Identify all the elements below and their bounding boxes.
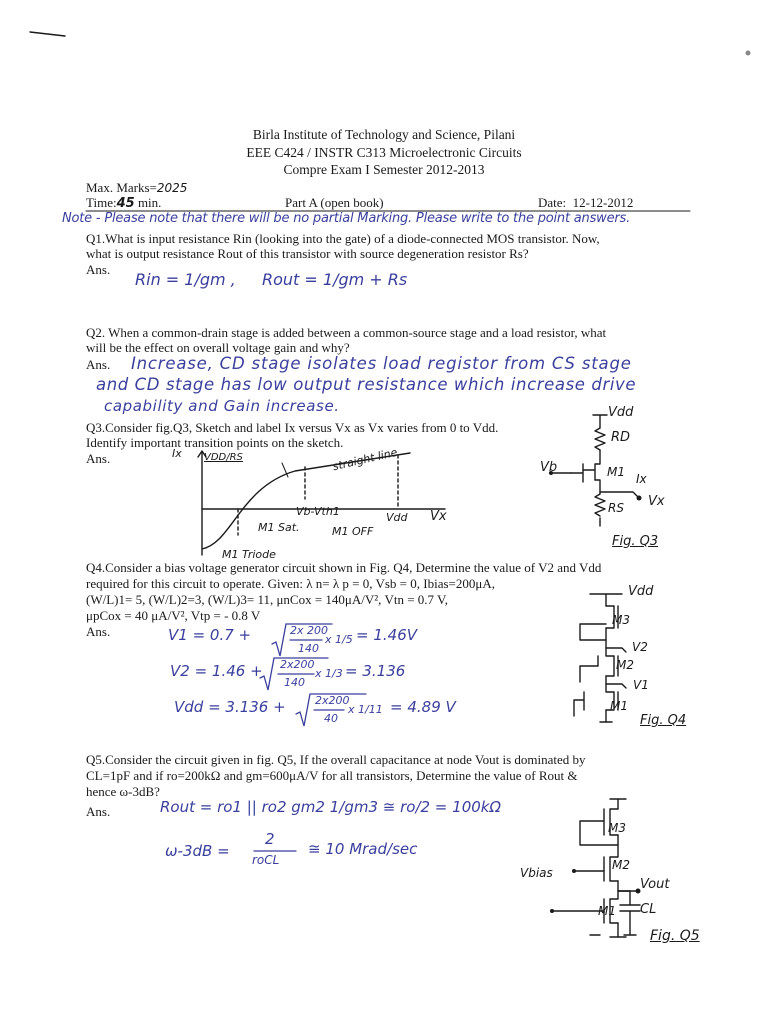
sketch-m1-triode-label: M1 Triode — [222, 548, 276, 561]
sketch-ix-label: Ix — [172, 447, 182, 460]
fig-q3-rs: RS — [608, 501, 624, 515]
q2-answer-line2: and CD stage has low output resistance which increase drive — [96, 375, 637, 394]
q5-text-line1: Q5.Consider the circuit given in fig. Q5, If the overall capacitance at node Vout is dominated by — [86, 752, 586, 767]
q4-eq3-frac: x 1/11 — [348, 703, 383, 716]
max-marks: Max. Marks=2025 — [86, 180, 188, 195]
q4-ans-label: Ans. — [86, 624, 111, 639]
sketch-vb-vth-label: Vb-Vth1 — [296, 505, 340, 518]
sketch-vx-label: Vx — [430, 509, 447, 524]
q5-answer-w3db-lhs: ω-3dB = — [165, 842, 230, 860]
fig-q5-m2: M2 — [612, 858, 630, 872]
q4-eq2-den: 140 — [284, 676, 305, 689]
q4-text-line4: μpCox = 40 μA/V², Vtp = - 0.8 V — [86, 608, 261, 623]
date-label: Date: 12-12-2012 — [538, 195, 634, 210]
q5-ans-label: Ans. — [86, 804, 111, 819]
fig-q4-vdd: Vdd — [628, 584, 654, 599]
fig-q4-m2: M2 — [616, 658, 634, 672]
sketch-m1-off-label: M1 OFF — [332, 525, 374, 538]
q4-eq2-lhs: V2 = 1.46 + — [170, 662, 263, 680]
fig-q4-m3: M3 — [612, 613, 630, 627]
fig-q5-m1: M1 — [598, 904, 616, 918]
q2-answer-line3: capability and Gain increase. — [104, 397, 340, 415]
fig-q5-vout: Vout — [640, 877, 670, 892]
fig-q4-v2: V2 — [632, 640, 648, 654]
fig-q3-m1: M1 — [607, 465, 625, 479]
q1-text-line2: what is output resistance Rout of this transistor with source degeneration resistor Rs? — [86, 246, 529, 261]
institute-title: Birla Institute of Technology and Science, Pilani — [252, 127, 516, 142]
q4-eq1-frac: x 1/5 — [325, 633, 353, 646]
fig-q4-m1: M1 — [610, 699, 628, 713]
fig-q3-vx: Vx — [648, 494, 665, 509]
instruction-note: Note - Please note that there will be no partial Marking. Please write to the point answers. — [62, 211, 631, 226]
q5-answer-rout: Rout = ro1 || ro2 gm2 1/gm3 ≅ ro/2 = 100kΩ — [160, 798, 501, 816]
fig-q3-rd: RD — [611, 430, 631, 445]
fig-q3-vb: Vb — [540, 460, 558, 475]
q1-ans-label: Ans. — [86, 262, 111, 277]
q4-eq3-den: 40 — [324, 712, 338, 725]
q4-text-line2: required for this circuit to operate. Given: λ n= λ p = 0, Vsb = 0, Ibias=200μA, — [86, 576, 495, 591]
fig-q3-ix: Ix — [636, 472, 647, 486]
fig-q4-caption: Fig. Q4 — [640, 713, 687, 728]
part-label: Part A (open book) — [285, 195, 384, 210]
q3-ans-label: Ans. — [86, 451, 111, 466]
q4-eq2-num: 2x200 — [280, 658, 315, 671]
time-label: Time:45 min. — [86, 195, 162, 211]
sketch-vdd-label: Vdd — [386, 511, 408, 524]
fig-q5-vbias: Vbias — [520, 866, 553, 880]
q4-eq1-num: 2x 200 — [290, 624, 329, 637]
q2-text-line1: Q2. When a common-drain stage is added between a common-source stage and a load resistor, what — [86, 325, 607, 340]
sketch-curve — [202, 453, 410, 549]
q2-text-line2: will be the effect on overall voltage gain and why? — [86, 340, 350, 355]
q3-text-line2: Identify important transition points on the sketch. — [86, 435, 344, 450]
q5-answer-w3db-num: 2 — [265, 830, 275, 848]
fig-q3-caption: Fig. Q3 — [612, 534, 659, 549]
sketch-m1-sat-label: M1 Sat. — [258, 521, 300, 534]
q4-eq1-lhs: V1 = 0.7 + — [168, 626, 252, 644]
q4-eq3-result: = 4.89 V — [390, 698, 456, 716]
q1-text-line1: Q1.What is input resistance Rin (looking into the gate) of a diode-connected MOS transistor. Now, — [86, 231, 600, 246]
q3-text-line1: Q3.Consider fig.Q3, Sketch and label Ix versus Vx as Vx varies from 0 to Vdd. — [86, 420, 499, 435]
fig-q3-vdd: Vdd — [608, 405, 634, 420]
sketch-straight-line-label: straight line — [331, 445, 399, 474]
q4-eq3-lhs: Vdd = 3.136 + — [174, 698, 286, 716]
fig-q5-m3: M3 — [608, 821, 626, 835]
fig-q5-cl: CL — [640, 902, 657, 917]
sketch-vdd-rs-label: VDD/RS — [204, 452, 243, 463]
q5-answer-w3db-den: roCL — [252, 853, 280, 867]
q4-text-line1: Q4.Consider a bias voltage generator circuit shown in Fig. Q4, Determine the value of V2 and Vdd — [86, 560, 602, 575]
q5-text-line2: CL=1pF and if ro=200kΩ and gm=600μA/V for all transistors, Determine the value of Rout & — [86, 768, 578, 783]
q1-answer-rin: Rin = 1/gm , — [135, 270, 236, 289]
q5-answer-w3db-result: ≅ 10 Mrad/sec — [308, 840, 418, 858]
q4-eq2-frac: x 1/3 — [315, 667, 343, 680]
q4-eq1-den: 140 — [298, 642, 319, 655]
q4-text-line3: (W/L)1= 5, (W/L)2=3, (W/L)3= 11, μnCox = 140μA/V², Vtn = 0.7 V, — [86, 592, 449, 607]
q2-answer-line1: Increase, CD stage isolates load registor from CS stage — [131, 354, 632, 373]
fig-q4-v1: V1 — [633, 678, 649, 692]
q5-text-line3: hence ω-3dB? — [86, 784, 160, 799]
q4-eq2-result: = 3.136 — [345, 662, 406, 680]
course-title: EEE C424 / INSTR C313 Microelectronic Circuits — [246, 145, 522, 160]
q4-eq3-num: 2x200 — [315, 694, 350, 707]
q1-answer-rout: Rout = 1/gm + Rs — [262, 270, 408, 289]
fig-q5-caption: Fig. Q5 — [650, 928, 700, 944]
q2-ans-label: Ans. — [86, 357, 111, 372]
q4-eq1-result: = 1.46V — [356, 626, 417, 644]
exam-title: Compre Exam I Semester 2012-2013 — [283, 162, 485, 177]
